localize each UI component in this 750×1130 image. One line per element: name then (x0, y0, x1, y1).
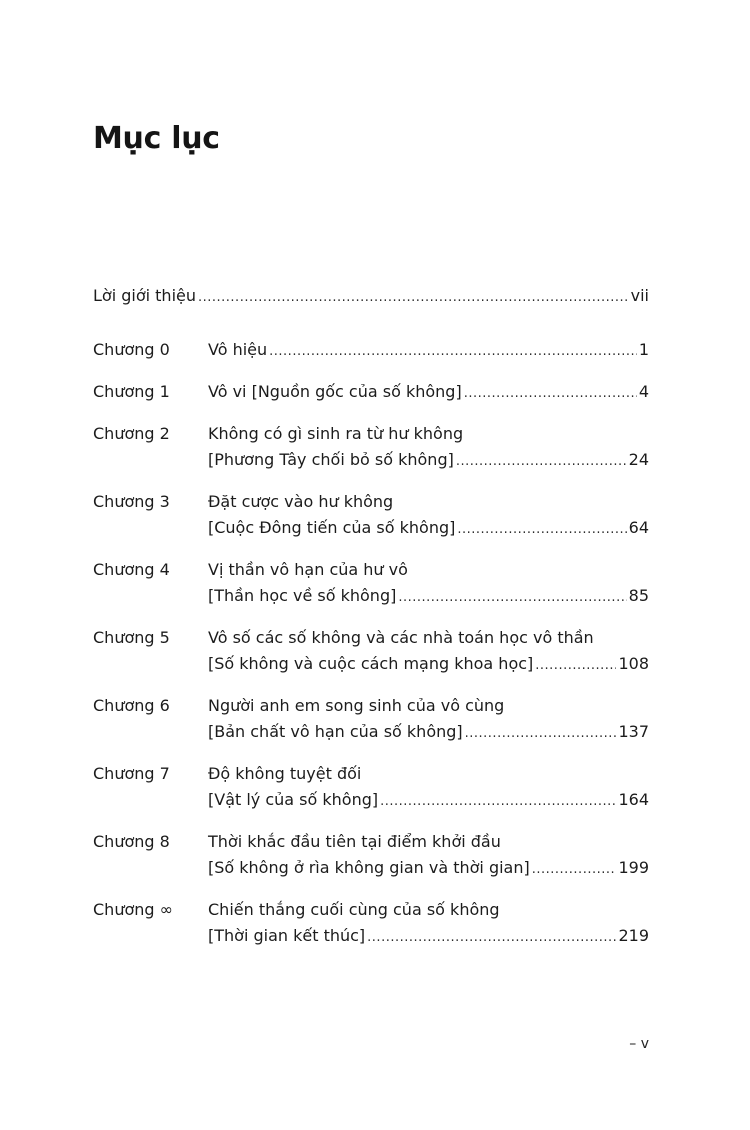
chapter-subtitle: [Thời gian kết thúc] (208, 926, 366, 945)
chapter-subtitle: [Phương Tây chối bỏ số không] (208, 450, 454, 469)
chapter-label: Chương 0 (93, 340, 170, 359)
chapter-entry (93, 625, 649, 679)
chapter-label: Chương 7 (93, 764, 170, 783)
chapter-page-number: 24 (628, 450, 649, 469)
chapter-page-number: 108 (618, 654, 649, 673)
chapter-entry (93, 829, 649, 883)
dot-leader (532, 857, 617, 883)
chapter-title: Vị thần vô hạn của hư vô (208, 560, 408, 579)
chapter-entry (93, 337, 649, 365)
chapter-page-number: 219 (618, 926, 649, 945)
chapter-page-number: 137 (618, 722, 649, 741)
chapter-row (208, 379, 649, 407)
chapter-label: Chương 5 (93, 628, 170, 647)
chapter-label: Chương ∞ (93, 900, 173, 919)
chapter-subtitle: [Vật lý của số không] (208, 790, 379, 809)
chapter-entry (93, 557, 649, 611)
dot-leader (465, 721, 617, 747)
intro-row (93, 283, 649, 311)
chapter-subtitle: [Cuộc Đông tiến của số không] (208, 518, 456, 537)
chapter-page-number: 64 (628, 518, 649, 537)
chapter-row (208, 337, 649, 365)
intro-entry (93, 283, 649, 311)
chapter-page-number: 164 (618, 790, 649, 809)
chapter-title: Vô số các số không và các nhà toán học vô thần (208, 628, 594, 647)
chapter-title: Không có gì sinh ra từ hư không (208, 424, 464, 443)
chapter-entry (93, 693, 649, 747)
chapter-page-number: 1 (638, 340, 649, 359)
chapter-label: Chương 2 (93, 424, 170, 443)
chapter-row (208, 651, 649, 679)
dot-leader (269, 339, 637, 365)
dot-leader (398, 585, 626, 611)
dot-leader (367, 925, 616, 951)
chapter-row (208, 719, 649, 747)
chapter-subtitle: [Bản chất vô hạn của số không] (208, 722, 463, 741)
chapter-page-number: 4 (638, 382, 649, 401)
chapter-title: Đặt cược vào hư không (208, 492, 394, 511)
dot-leader (464, 381, 637, 407)
chapter-subtitle: Vô hiệu (208, 340, 268, 359)
chapter-row (208, 583, 649, 611)
intro-page-number: vii (630, 286, 649, 305)
page-folio: – v (629, 1036, 649, 1052)
chapter-entry (93, 421, 649, 475)
chapter-row (208, 787, 649, 815)
chapter-subtitle: [Số không ở rìa không gian và thời gian] (208, 858, 530, 877)
dot-leader (198, 285, 629, 311)
chapter-list (93, 337, 649, 965)
chapter-row (208, 855, 649, 883)
page-title: Mục lục (93, 121, 220, 156)
chapter-entry (93, 379, 649, 407)
chapter-label: Chương 6 (93, 696, 170, 715)
chapter-entry (93, 489, 649, 543)
dot-leader (535, 653, 616, 679)
dot-leader (457, 517, 626, 543)
dot-leader (380, 789, 616, 815)
chapter-row (208, 447, 649, 475)
chapter-entry (93, 897, 649, 951)
chapter-row (208, 515, 649, 543)
chapter-page-number: 199 (618, 858, 649, 877)
chapter-subtitle: Vô vi [Nguồn gốc của số không] (208, 382, 462, 401)
chapter-entry (93, 761, 649, 815)
chapter-page-number: 85 (628, 586, 649, 605)
chapter-label: Chương 1 (93, 382, 170, 401)
intro-text: Lời giới thiệu (93, 286, 196, 305)
dot-leader (456, 449, 627, 475)
chapter-subtitle: [Thần học về số không] (208, 586, 397, 605)
chapter-title: Chiến thắng cuối cùng của số không (208, 900, 500, 919)
chapter-label: Chương 4 (93, 560, 170, 579)
chapter-label: Chương 8 (93, 832, 170, 851)
chapter-subtitle: [Số không và cuộc cách mạng khoa học] (208, 654, 534, 673)
chapter-title: Người anh em song sinh của vô cùng (208, 696, 505, 715)
chapter-label: Chương 3 (93, 492, 170, 511)
chapter-title: Thời khắc đầu tiên tại điểm khởi đầu (208, 832, 501, 851)
chapter-row (208, 923, 649, 951)
chapter-title: Độ không tuyệt đối (208, 764, 362, 783)
